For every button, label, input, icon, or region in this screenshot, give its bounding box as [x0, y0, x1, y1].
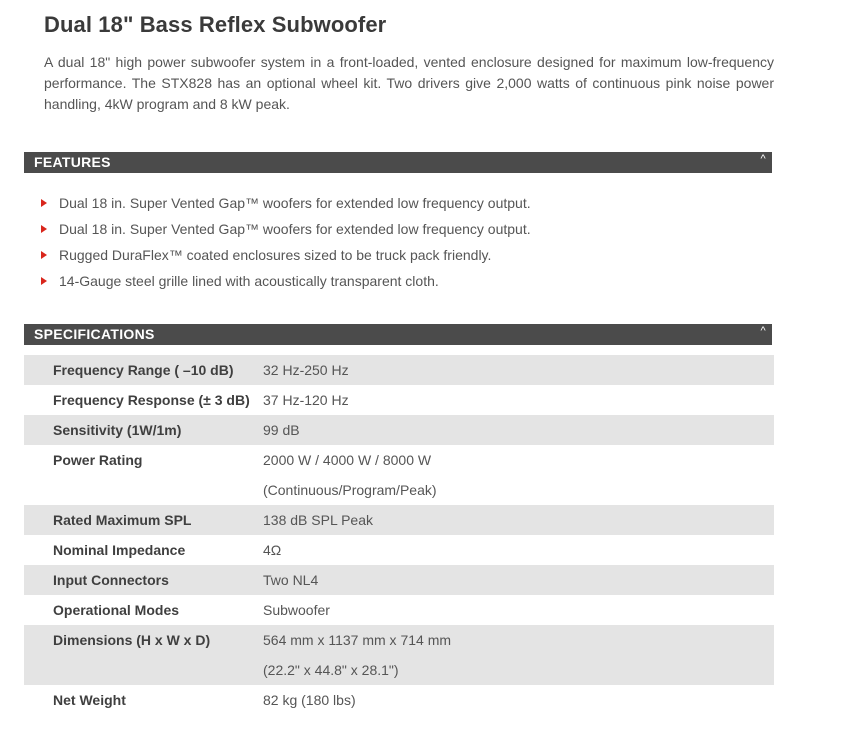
feature-text: Dual 18 in. Super Vented Gap™ woofers for extended low frequency output.: [59, 221, 531, 237]
feature-item: [40, 270, 531, 296]
spec-value: [263, 385, 349, 415]
spec-value-line: 4Ω: [263, 542, 282, 558]
features-heading: FEATURES: [34, 154, 111, 170]
spec-row: [24, 685, 774, 715]
feature-item: [40, 218, 531, 244]
spec-row: [24, 565, 774, 595]
features-list: [40, 192, 531, 296]
specifications-section-header[interactable]: [24, 324, 772, 345]
spec-row: [24, 595, 774, 625]
bullet-arrow-icon: [41, 251, 47, 259]
spec-name: Input Connectors: [53, 572, 169, 588]
spec-name: Frequency Range ( –10 dB): [53, 362, 234, 378]
page-title: Dual 18" Bass Reflex Subwoofer: [44, 12, 387, 37]
bullet-arrow-icon: [41, 225, 47, 233]
spec-value-line: (Continuous/Program/Peak): [263, 482, 437, 498]
feature-text: 14-Gauge steel grille lined with acoustically transparent cloth.: [59, 273, 439, 289]
spec-value-line: 82 kg (180 lbs): [263, 692, 356, 708]
spec-value-line: 32 Hz-250 Hz: [263, 362, 349, 378]
spec-name: Nominal Impedance: [53, 542, 186, 558]
spec-name: Frequency Response (± 3 dB): [53, 392, 250, 408]
spec-value-line: Two NL4: [263, 572, 319, 588]
spec-value: [263, 565, 318, 595]
spec-value: [263, 505, 373, 535]
spec-value: [263, 685, 356, 715]
specifications-heading: SPECIFICATIONS: [34, 326, 155, 342]
spec-value-line: Subwoofer: [263, 602, 330, 618]
features-section-header[interactable]: [24, 152, 772, 173]
specifications-table: [24, 355, 774, 715]
spec-value-line: (22.2" x 44.8" x 28.1"): [263, 662, 399, 678]
spec-name: Net Weight: [53, 692, 126, 708]
feature-item: [40, 244, 531, 270]
spec-value-line: 564 mm x 1137 mm x 714 mm: [263, 632, 452, 648]
spec-value-line: 37 Hz-120 Hz: [263, 392, 349, 408]
spec-value: [263, 355, 349, 385]
spec-row: [24, 535, 774, 565]
spec-row: [24, 505, 774, 535]
spec-row: [24, 625, 774, 685]
spec-value: [263, 445, 437, 505]
spec-value-line: 99 dB: [263, 422, 300, 438]
spec-name: Power Rating: [53, 452, 143, 468]
spec-value: [263, 415, 300, 445]
spec-row: [24, 385, 774, 415]
spec-name: Operational Modes: [53, 602, 180, 618]
spec-value-line: 138 dB SPL Peak: [263, 512, 374, 528]
feature-text: Rugged DuraFlex™ coated enclosures sized to be truck pack friendly.: [59, 247, 492, 263]
spec-value: [263, 535, 281, 565]
specifications-collapse-icon[interactable]: ^: [760, 325, 766, 337]
spec-row: [24, 445, 774, 505]
bullet-arrow-icon: [41, 199, 47, 207]
spec-row: [24, 415, 774, 445]
spec-row: [24, 355, 774, 385]
spec-value: [263, 595, 330, 625]
feature-item: [40, 192, 531, 218]
spec-name: Rated Maximum SPL: [53, 512, 192, 528]
spec-name: Sensitivity (1W/1m): [53, 422, 182, 438]
bullet-arrow-icon: [41, 277, 47, 285]
spec-name: Dimensions (H x W x D): [53, 632, 211, 648]
spec-value-line: 2000 W / 4000 W / 8000 W: [263, 452, 432, 468]
feature-text: Dual 18 in. Super Vented Gap™ woofers for extended low frequency output.: [59, 195, 531, 211]
spec-value: [263, 625, 451, 685]
features-collapse-icon[interactable]: ^: [760, 153, 766, 165]
product-description: A dual 18" high power subwoofer system in a front-loaded, vented enclosure designed for maximum low-frequency performance. The STX828 has an optional wheel kit. Two drivers give 2,000 watts of continuous pink noise power handling, 4kW program and 8 kW peak.: [44, 54, 774, 112]
